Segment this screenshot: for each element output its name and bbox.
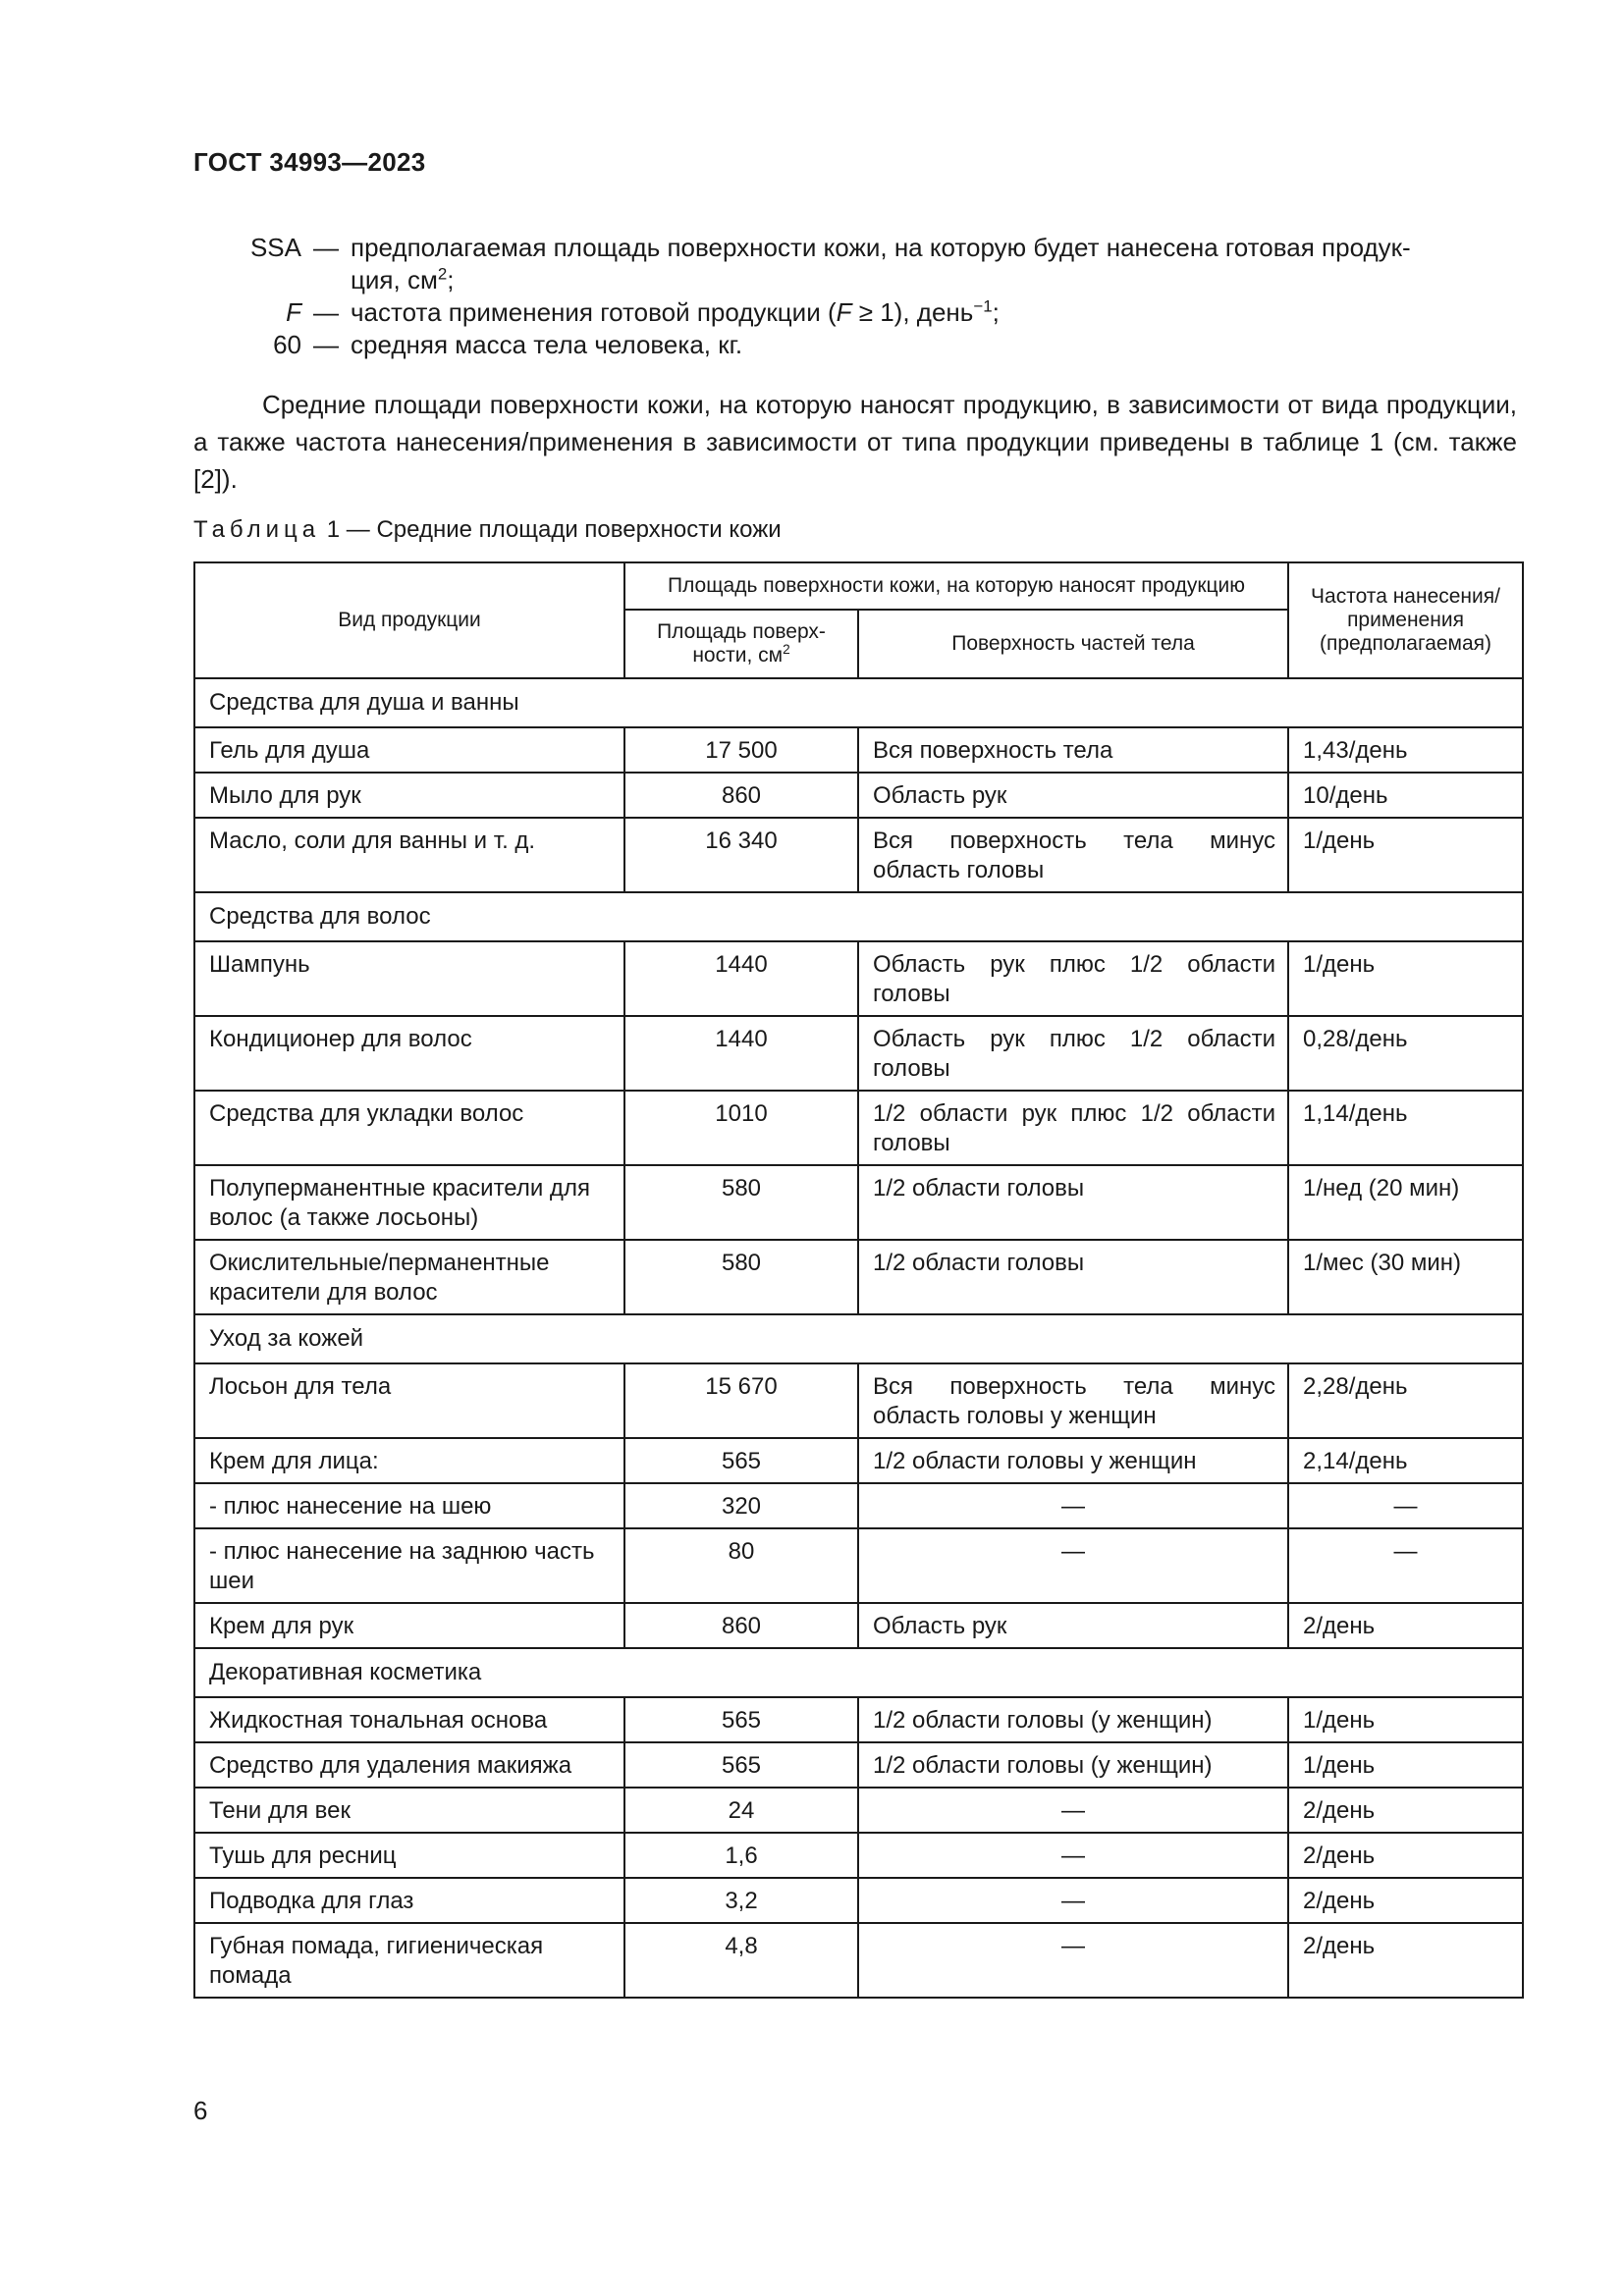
cell-body-parts: Область рук плюс 1/2 области головы (858, 941, 1288, 1016)
cell-area: 17 500 (624, 727, 858, 773)
cell-product: Шампунь (194, 941, 624, 1016)
table-row (194, 1528, 1523, 1603)
cell-product: Жидкостная тональная основа (194, 1697, 624, 1742)
table-body (194, 678, 1523, 1998)
table-row (194, 1483, 1523, 1528)
table-row (194, 818, 1523, 892)
cell-product: Тени для век (194, 1788, 624, 1833)
cell-area: 320 (624, 1483, 858, 1528)
cell-frequency: 1/мес (30 мин) (1288, 1240, 1523, 1314)
cell-frequency: 1/день (1288, 1697, 1523, 1742)
cell-body-parts: Область рук (858, 1603, 1288, 1648)
header-area-group: Площадь поверхности кожи, на которую наносят продукцию (624, 562, 1288, 610)
table-row (194, 1788, 1523, 1833)
cell-area: 565 (624, 1742, 858, 1788)
definition-text: предполагаемая площадь поверхности кожи, на которую будет нанесена готовая продук- ция, $см^2$; (351, 233, 1411, 294)
cell-area: 580 (624, 1240, 858, 1314)
cell-area: 1010 (624, 1091, 858, 1165)
section-title: Уход за кожей (194, 1314, 1523, 1363)
table-row (194, 1016, 1523, 1091)
cell-frequency: 1,14/день (1288, 1091, 1523, 1165)
header-body-parts: Поверхность частей тела (858, 610, 1288, 678)
table-row (194, 1603, 1523, 1648)
cell-product: Кондиционер для волос (194, 1016, 624, 1091)
table-row (194, 1833, 1523, 1878)
definition-60 (193, 329, 1517, 361)
section-title: Средства для душа и ванны (194, 678, 1523, 727)
cell-frequency: 1/нед (20 мин) (1288, 1165, 1523, 1240)
cell-product: Гель для душа (194, 727, 624, 773)
page-number: 6 (193, 2096, 208, 2125)
table-row (194, 1438, 1523, 1483)
cell-body-parts: — (858, 1483, 1288, 1528)
cell-frequency: 1/день (1288, 818, 1523, 892)
cell-area: 565 (624, 1697, 858, 1742)
cell-area: 860 (624, 773, 858, 818)
header-area: Площадь поверх-ности, $см^2$ (624, 610, 858, 678)
cell-body-parts: — (858, 1528, 1288, 1603)
definition-symbol: 60 (273, 330, 301, 359)
definitions-list (193, 232, 1517, 361)
cell-product: - плюс нанесение на шею (194, 1483, 624, 1528)
cell-body-parts: Вся поверхность тела минус область головы у женщин (858, 1363, 1288, 1438)
cell-frequency: 1,43/день (1288, 727, 1523, 773)
table-row (194, 1240, 1523, 1314)
cell-body-parts: 1/2 области головы (у женщин) (858, 1742, 1288, 1788)
cell-area: 1440 (624, 941, 858, 1016)
section-title: Декоративная косметика (194, 1648, 1523, 1697)
cell-body-parts: Область рук плюс 1/2 области головы (858, 1016, 1288, 1091)
cell-area: 4,8 (624, 1923, 858, 1998)
cell-body-parts: Вся поверхность тела минус область головы (858, 818, 1288, 892)
cell-body-parts: 1/2 области головы (858, 1240, 1288, 1314)
definition-dash: — (313, 297, 339, 327)
definition-dash: — (313, 233, 339, 262)
table-row (194, 1923, 1523, 1998)
header-product-type: Вид продукции (194, 562, 624, 678)
table-row (194, 1091, 1523, 1165)
document-header: ГОСТ 34993—2023 (193, 147, 426, 177)
cell-product: Крем для рук (194, 1603, 624, 1648)
cell-frequency: 1/день (1288, 1742, 1523, 1788)
cell-area: 80 (624, 1528, 858, 1603)
cell-frequency: 2/день (1288, 1788, 1523, 1833)
cell-area: 860 (624, 1603, 858, 1648)
cell-product: Крем для лица: (194, 1438, 624, 1483)
table-row (194, 727, 1523, 773)
cell-area: 565 (624, 1438, 858, 1483)
table-caption-title: 1 — Средние площади поверхности кожи (320, 516, 782, 543)
cell-body-parts: 1/2 области головы у женщин (858, 1438, 1288, 1483)
cell-frequency: — (1288, 1528, 1523, 1603)
cell-body-parts: Вся поверхность тела (858, 727, 1288, 773)
cell-product: Мыло для рук (194, 773, 624, 818)
table-row (194, 941, 1523, 1016)
cell-frequency: 2,14/день (1288, 1438, 1523, 1483)
cell-body-parts: 1/2 области рук плюс 1/2 области головы (858, 1091, 1288, 1165)
cell-body-parts: — (858, 1788, 1288, 1833)
cell-product: Средство для удаления макияжа (194, 1742, 624, 1788)
cell-area: 3,2 (624, 1878, 858, 1923)
cell-product: Тушь для ресниц (194, 1833, 624, 1878)
definition-text: частота применения готовой продукции (F ≥ 1), день$^{-1}$; (351, 296, 1000, 327)
cell-frequency: 2/день (1288, 1923, 1523, 1998)
cell-body-parts: — (858, 1833, 1288, 1878)
cell-area: 580 (624, 1165, 858, 1240)
cell-product: Губная помада, гигиеническая помада (194, 1923, 624, 1998)
body-paragraph: Средние площади поверхности кожи, на которую наносят продукцию, в зависимости от вида продукции, а также частота нанесения/применения в зависимости от типа продукции приведены в таблице 1 (см. также [2]). (193, 390, 1517, 494)
definition-symbol: SSA (249, 233, 301, 262)
cell-product: Средства для укладки волос (194, 1091, 624, 1165)
cell-body-parts: Область рук (858, 773, 1288, 818)
table-section-row (194, 1314, 1523, 1363)
definition-symbol: F (286, 297, 301, 327)
definition-f (193, 296, 1517, 329)
definition-ssa (193, 232, 1517, 296)
cell-body-parts: — (858, 1923, 1288, 1998)
cell-body-parts: 1/2 области головы (у женщин) (858, 1697, 1288, 1742)
cell-frequency: — (1288, 1483, 1523, 1528)
cell-area: 1,6 (624, 1833, 858, 1878)
definition-text: средняя масса тела человека, кг. (351, 330, 743, 359)
cell-frequency: 2/день (1288, 1833, 1523, 1878)
definition-dash: — (313, 330, 339, 359)
cell-product: - плюс нанесение на заднюю часть шеи (194, 1528, 624, 1603)
table-caption-label: Таблица (193, 516, 321, 543)
table-row (194, 1878, 1523, 1923)
table-section-row (194, 678, 1523, 727)
cell-product: Лосьон для тела (194, 1363, 624, 1438)
table-row (194, 773, 1523, 818)
table-row (194, 1742, 1523, 1788)
cell-product: Масло, соли для ванны и т. д. (194, 818, 624, 892)
cell-frequency: 10/день (1288, 773, 1523, 818)
cell-product: Окислительные/перманентные красители для волос (194, 1240, 624, 1314)
cell-area: 15 670 (624, 1363, 858, 1438)
table-row (194, 1165, 1523, 1240)
cell-frequency: 2,28/день (1288, 1363, 1523, 1438)
cell-frequency: 1/день (1288, 941, 1523, 1016)
cell-product: Полуперманентные красители для волос (а также лосьоны) (194, 1165, 624, 1240)
cell-body-parts: — (858, 1878, 1288, 1923)
cell-area: 24 (624, 1788, 858, 1833)
cell-frequency: 2/день (1288, 1603, 1523, 1648)
table-row (194, 1697, 1523, 1742)
cell-area: 1440 (624, 1016, 858, 1091)
cell-frequency: 2/день (1288, 1878, 1523, 1923)
cell-body-parts: 1/2 области головы (858, 1165, 1288, 1240)
cell-frequency: 0,28/день (1288, 1016, 1523, 1091)
table-section-row (194, 892, 1523, 941)
table-caption (193, 516, 782, 544)
header-frequency: Частота нанесения/применения (предполагаемая) (1288, 562, 1523, 678)
table-section-row (194, 1648, 1523, 1697)
table-row (194, 1363, 1523, 1438)
skin-area-table (193, 561, 1524, 1999)
cell-area: 16 340 (624, 818, 858, 892)
cell-product: Подводка для глаз (194, 1878, 624, 1923)
section-title: Средства для волос (194, 892, 1523, 941)
